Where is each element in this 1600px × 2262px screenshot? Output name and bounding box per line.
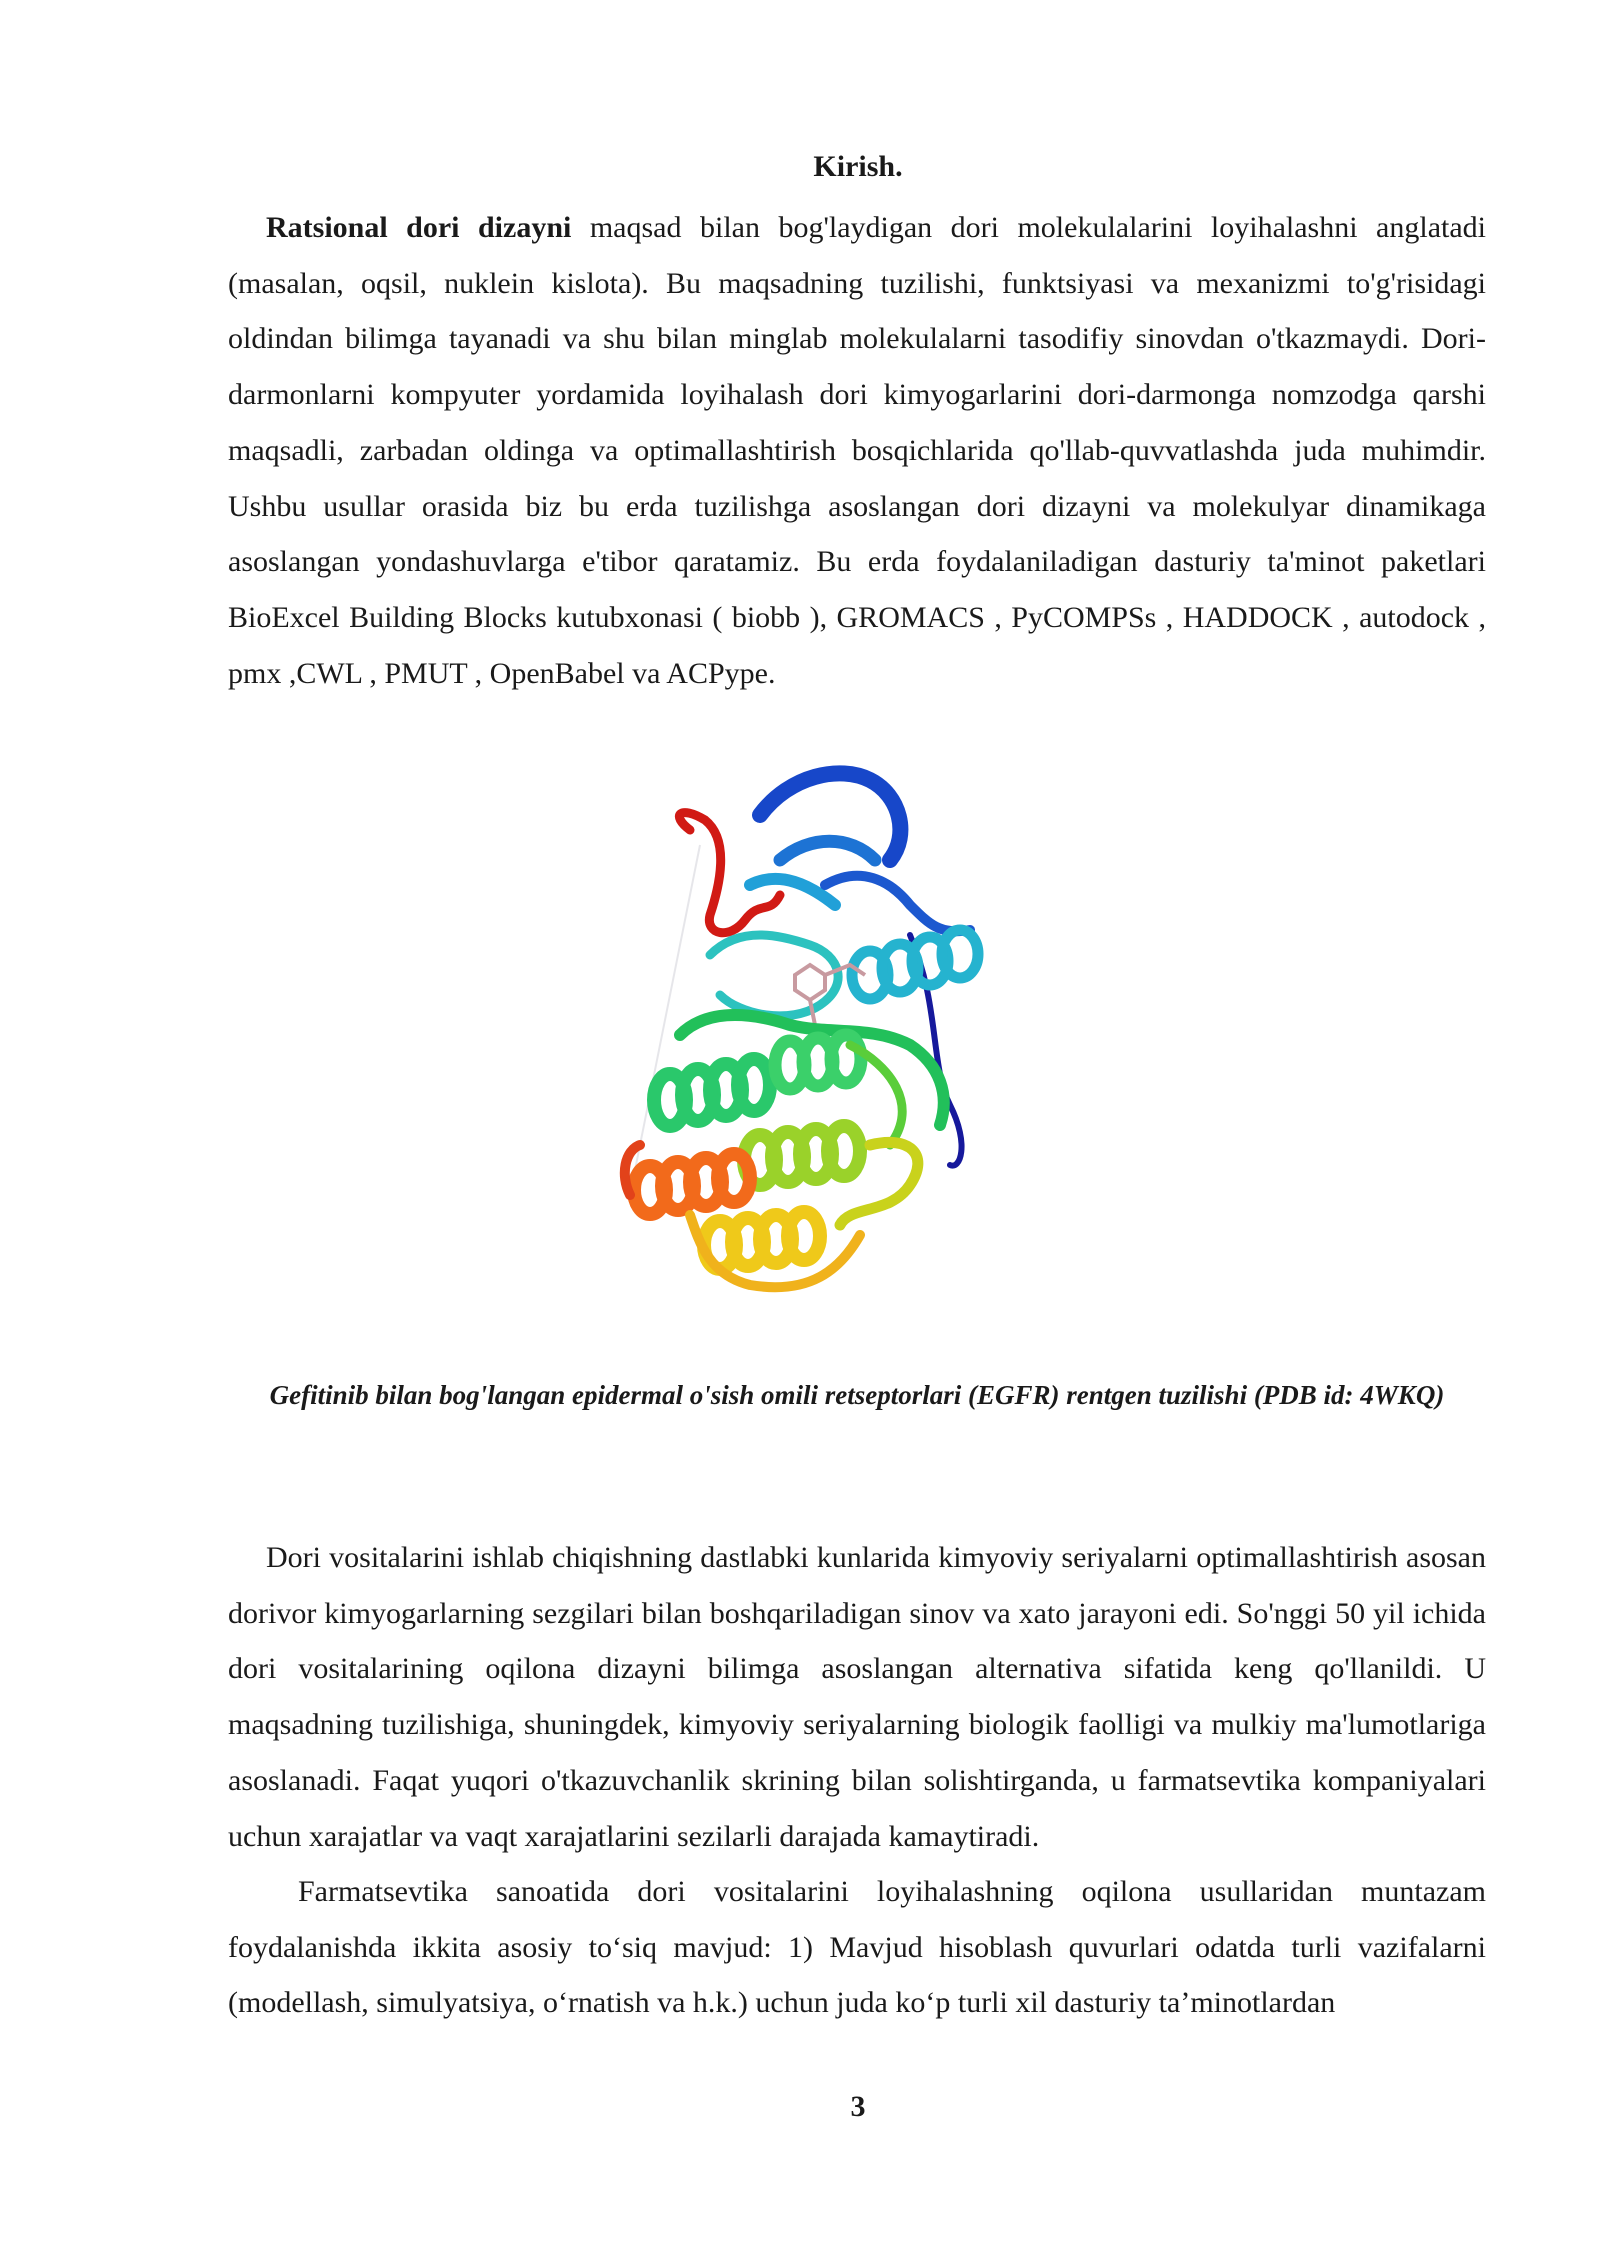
body-paragraph-2: Farmatsevtika sanoatida dori vositalarini loyihalashning oqilona usullaridan muntazam foydalanishda ikkita asosiy to‘siq mavjud: 1) Mavjud hisoblash quvurlari odatda turli vazifalarni (modellash, simulyatsiya, o‘rnatish va h.k.) uchun juda ko‘p turli xil dasturiy ta’minotlardan [228,1875,1486,2020]
intro-paragraph [228,200,1486,701]
intro-text: maqsad bilan bog'laydigan dori molekulalarini loyihalashni anglatadi (masalan, oqsil, nuklein kislota). Bu maqsadning tuzilishi, funktsiyasi va mexanizmi to'g'risidagi oldindan bilimga tayanadi va shu bilan minglab molekulalarni tasodifiy sinovdan o'tkazmaydi. Dori-darmonlarni kompyuter yordamida loyihalash dori kimyogarlarini dori-darmonga nomzodga qarshi maqsadli, zarbadan oldinga va optimallashtirish bosqichlarida qo'llab-quvvatlashda juda muhimdir. Ushbu usullar orasida biz bu erda tuzilishga asoslangan dori dizayni va molekulyar dinamikaga asoslangan yondashuvlarga e'tibor qaratamiz. Bu erda foydalaniladigan dasturiy ta'minot paketlari BioExcel Building Blocks kutubxonasi ( biobb ), GROMACS , PyCOMPSs , HADDOCK , autodock , pmx ,CWL , PMUT , OpenBabel va ACPype. [228,211,1486,690]
protein-structure-figure [610,765,1100,1365]
figure-caption: Gefitinib bilan bog'langan epidermal o'sish omili retseptorlari (EGFR) rentgen tuzilishi (PDB id: 4WKQ) [269,1380,1445,1410]
protein-ribbon-image [610,765,1100,1365]
body-paragraph-1: Dori vositalarini ishlab chiqishning dastlabki kunlarida kimyoviy seriyalarni optimallashtirish asosan dorivor kimyogarlarning sezgilari bilan boshqariladigan sinov va xato jarayoni edi. So'nggi 50 yil ichida dori vositalarining oqilona dizayni bilimga asoslangan alternativa sifatida keng qo'llanildi. U maqsadning tuzilishiga, shuningdek, kimyoviy seriyalarning biologik faolligi va mulkiy ma'lumotlariga asoslanadi. Faqat yuqori o'tkazuvchanlik skrining bilan solishtirganda, u farmatsevtika kompaniyalari uchun xarajatlar va vaqt xarajatlarini sezilarli darajada kamaytiradi. [228,1541,1486,1853]
intro-bold-lead: Ratsional dori dizayni [266,211,572,244]
page-number: 3 [850,2090,866,2123]
section-heading: Kirish. [813,150,903,183]
